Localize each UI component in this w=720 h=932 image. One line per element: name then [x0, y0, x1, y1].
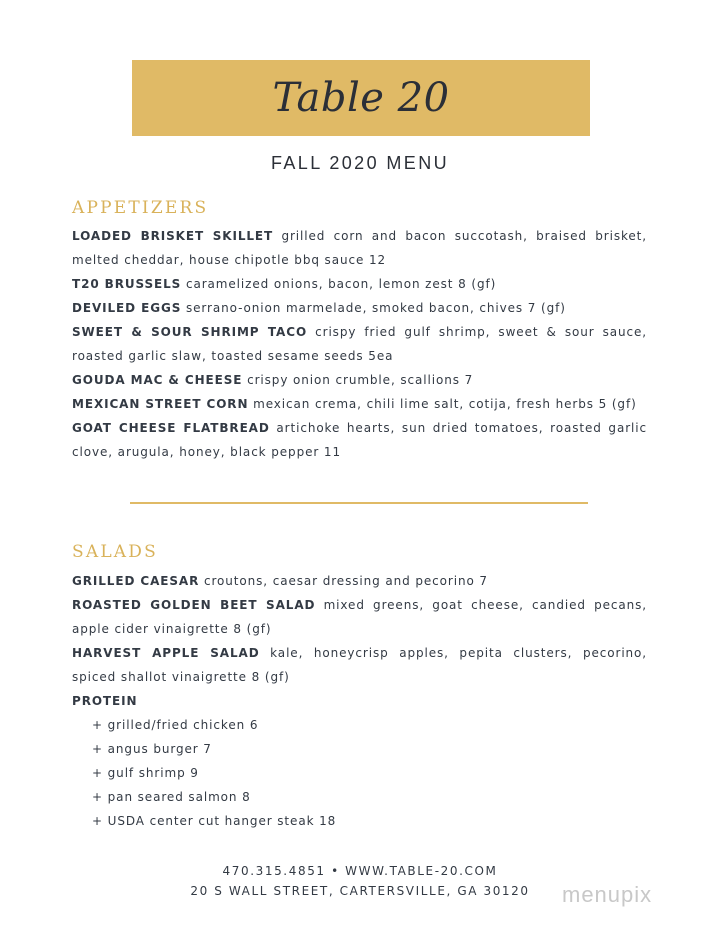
item-name: SWEET & SOUR SHRIMP TACO	[72, 325, 308, 339]
item-name: GOUDA MAC & CHEESE	[72, 373, 243, 387]
menu-item	[72, 593, 647, 641]
title-banner	[132, 60, 590, 136]
salads-list	[72, 569, 647, 833]
menu-item	[72, 368, 647, 392]
item-name: MEXICAN STREET CORN	[72, 397, 249, 411]
item-desc: caramelized onions, bacon, lemon zest 8 (gf)	[185, 277, 497, 291]
menu-item	[72, 272, 647, 296]
protein-option: + gulf shrimp 9	[92, 766, 199, 780]
menu-item	[72, 416, 647, 464]
footer-contact: 470.315.4851 • WWW.TABLE-20.COM	[222, 864, 498, 878]
protein-option: + angus burger 7	[92, 742, 212, 756]
item-desc: artichoke hearts, sun dried tomatoes, roasted garlic clove, arugula, honey, black pepper 11	[72, 421, 648, 459]
menu-subtitle: FALL 2020 MENU	[270, 153, 449, 173]
protein-label	[72, 689, 647, 713]
salads-heading: SALADS	[72, 542, 158, 562]
footer-address: 20 S WALL STREET, CARTERSVILLE, GA 30120	[190, 884, 530, 898]
item-desc: mixed greens, goat cheese, candied pecans, apple cider vinaigrette 8 (gf)	[72, 598, 648, 636]
protein-option: + pan seared salmon 8	[92, 790, 251, 804]
item-desc: crispy fried gulf shrimp, sweet & sour sauce, roasted garlic slaw, toasted sesame seeds 5ea	[72, 325, 647, 363]
item-name: GRILLED CAESAR	[72, 574, 200, 588]
menu-item	[72, 569, 647, 593]
menu-item	[72, 224, 647, 272]
item-desc: serrano-onion marmelade, smoked bacon, chives 7 (gf)	[185, 301, 566, 315]
appetizers-heading: APPETIZERS	[72, 198, 209, 218]
item-name: ROASTED GOLDEN BEET SALAD	[72, 598, 316, 612]
item-name: GOAT CHEESE FLATBREAD	[72, 421, 270, 435]
appetizers-list	[72, 224, 647, 464]
item-desc: crispy onion crumble, scallions 7	[247, 373, 474, 387]
protein-option: + grilled/fried chicken 6	[92, 718, 259, 732]
section-divider	[130, 502, 588, 504]
menu-item	[72, 641, 647, 689]
item-name: DEVILED EGGS	[72, 301, 182, 315]
menu-item	[72, 320, 647, 368]
item-desc: croutons, caesar dressing and pecorino 7	[203, 574, 488, 588]
menu-item	[72, 392, 647, 416]
menu-item	[72, 296, 647, 320]
watermark-logo: menupix	[562, 882, 653, 907]
item-name: T20 BRUSSELS	[72, 277, 182, 291]
item-desc: mexican crema, chili lime salt, cotija, fresh herbs 5 (gf)	[253, 397, 637, 411]
item-name: LOADED BRISKET SKILLET	[72, 229, 274, 243]
item-desc: kale, honeycrisp apples, pepita clusters, pecorino, spiced shallot vinaigrette 8 (gf)	[72, 646, 648, 684]
protein-option: + USDA center cut hanger steak 18	[92, 814, 337, 828]
protein-heading: PROTEIN	[72, 694, 138, 708]
item-desc: grilled corn and bacon succotash, braised brisket, melted cheddar, house chipotle bbq sauce 12	[72, 229, 647, 267]
item-name: HARVEST APPLE SALAD	[72, 646, 260, 660]
restaurant-title: Table 20	[272, 75, 450, 121]
